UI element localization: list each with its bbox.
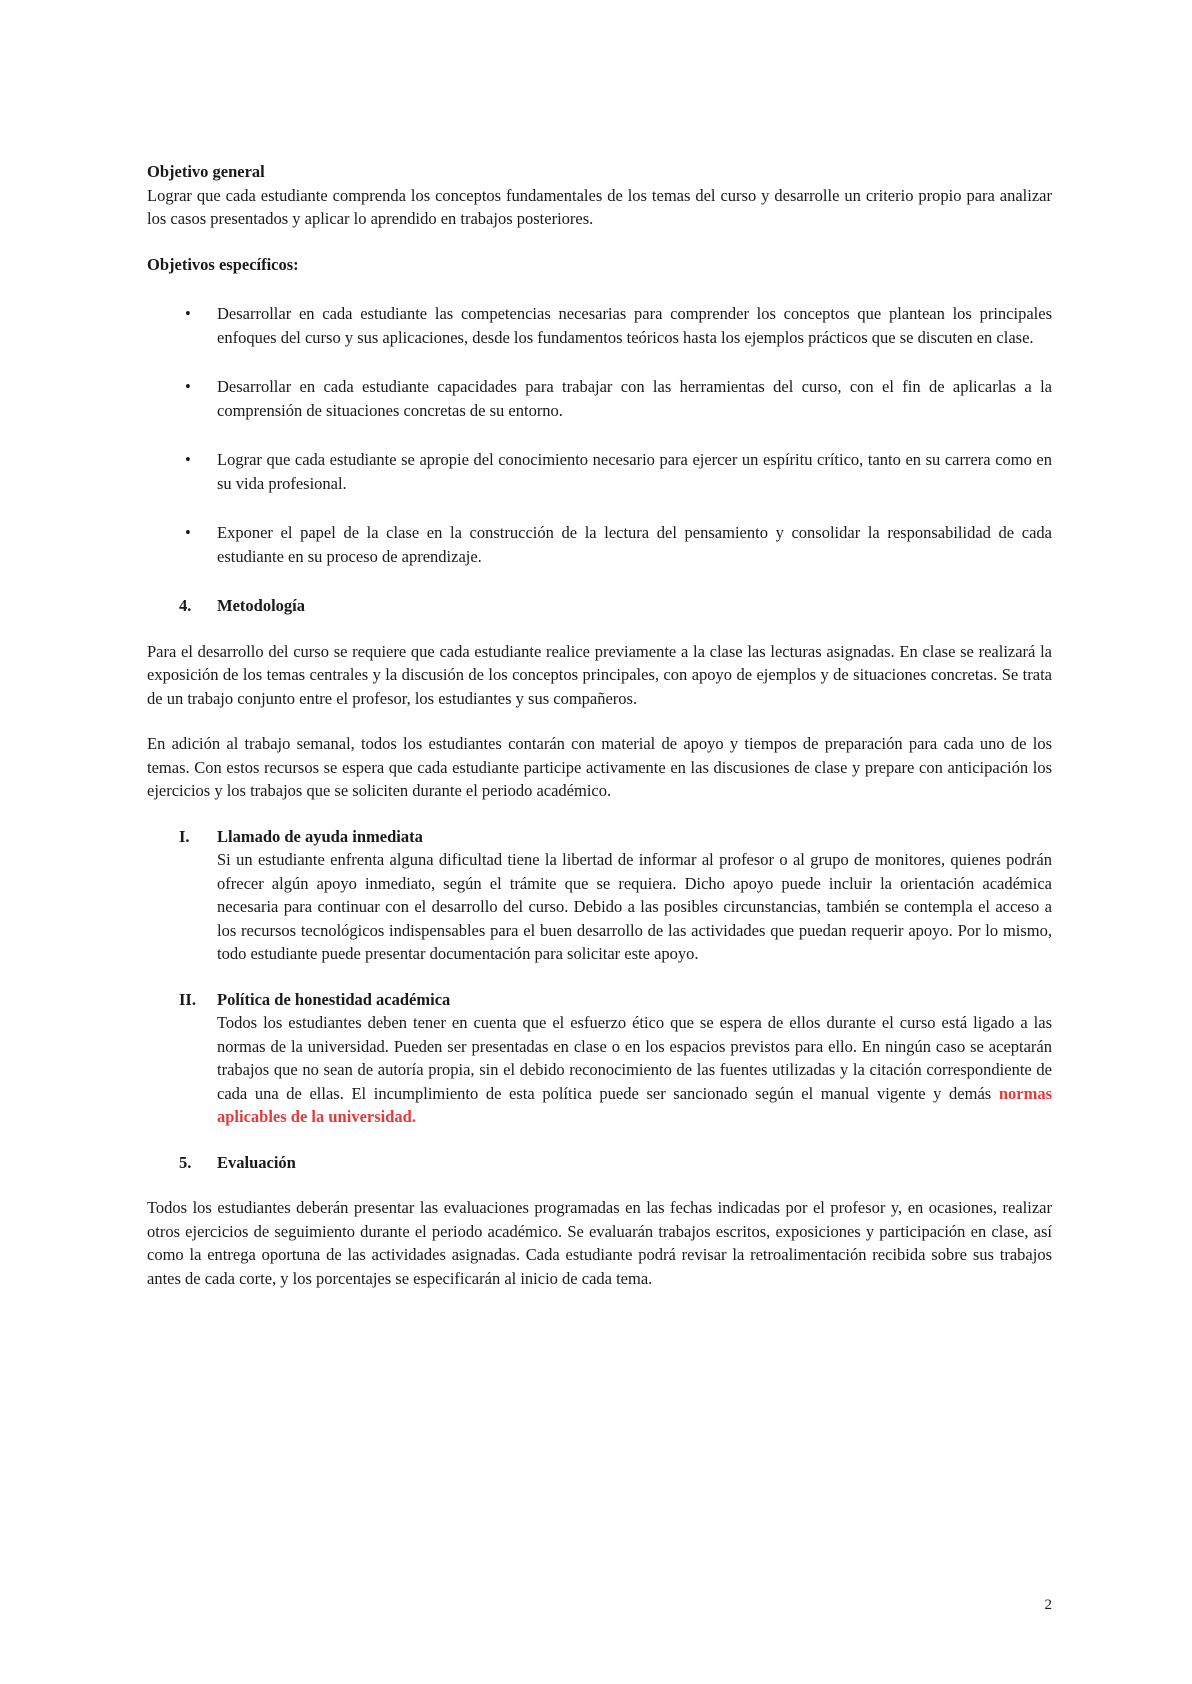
subsection-number: II.	[179, 989, 196, 1009]
list-item	[147, 521, 1052, 568]
objective-text: Exponer el papel de la clase en la construcción de la lectura del pensamiento y consolidar la responsabilidad de cada estudiante en su proceso de aprendizaje.	[217, 523, 1052, 566]
subsection-text: Si un estudiante enfrenta alguna dificultad tiene la libertad de informar al profesor o al grupo de monitores, quienes podrán ofrecer algún apoyo inmediato, según el trámite que se requiera. Dicho apoyo puede incluir la orientación académica necesaria para continuar con el desarrollo del curso. Debido a las posibles circunstancias, también se contempla el acceso a los recursos tecnológicos indispensables para el buen desarrollo de las actividades que puedan requerir apoyo. Por lo mismo, todo estudiante puede presentar documentación para solicitar este apoyo.	[217, 850, 1052, 963]
list-item	[147, 375, 1052, 422]
section-number: 4.	[179, 596, 192, 615]
general-objective-text: Lograr que cada estudiante comprenda los conceptos fundamentales de los temas del curso y desarrolle un criterio propio para analizar los casos presentados y aplicar lo aprendido en trabajos posteriores.	[147, 185, 1052, 228]
subsection-title: Política de honestidad académica	[217, 989, 451, 1009]
subsection-text: Todos los estudiantes deben tener en cuenta que el esfuerzo ético que se espera de ellos durante el curso está ligado a las normas de la universidad. Pueden ser presentadas en clase o en los espacios previstos para ello. En ningún caso se aceptarán trabajos que no sean de autoría propia, sin el debido reconocimiento de las fuentes utilizadas y la citación correspondiente de cada una de ellas. El incumplimiento de esta política puede ser sancionado según el manual vigente y demás	[217, 1013, 1052, 1103]
subsection-title: Llamado de ayuda inmediata	[217, 826, 423, 846]
page-number: 2	[1044, 1597, 1052, 1613]
list-item	[147, 302, 1052, 349]
document-page	[147, 160, 1052, 1312]
highlighted-text: normas aplicables de la universidad.	[217, 1083, 1052, 1126]
objective-text: Desarrollar en cada estudiante capacidades para trabajar con las herramientas del curso, con el fin de aplicarlas a la comprensión de situaciones concretas de su entorno.	[217, 377, 1052, 420]
subsection-honesty-policy	[147, 988, 1052, 1129]
bullet-icon: •	[185, 377, 191, 396]
objective-text: Desarrollar en cada estudiante las competencias necesarias para comprender los conceptos que plantean los principales enfoques del curso y sus aplicaciones, desde los fundamentos teóricos hasta los ejemplos prácticos que se discuten en clase.	[217, 304, 1052, 347]
section-heading-evaluation	[147, 1151, 1052, 1175]
bullet-icon: •	[185, 523, 191, 542]
specific-objectives-heading: Objetivos específicos:	[147, 254, 299, 274]
objective-text: Lograr que cada estudiante se apropie del conocimiento necesario para ejercer un espíritu crítico, tanto en su carrera como en su vida profesional.	[217, 450, 1052, 493]
methodology-paragraph-1: Para el desarrollo del curso se requiere que cada estudiante realice previamente a la clase las lecturas asignadas. En clase se realizará la exposición de los temas centrales y la discusión de los conceptos principales, con apoyo de ejemplos y de situaciones concretas. Se trata de un trabajo conjunto entre el profesor, los estudiantes y sus compañeros.	[147, 641, 1052, 708]
subsection-number: I.	[179, 826, 190, 846]
general-objective-heading: Objetivo general	[147, 162, 265, 181]
list-item	[147, 448, 1052, 495]
bullet-icon: •	[185, 450, 191, 469]
subsection-text-block	[217, 1011, 1052, 1129]
specific-objectives-list	[147, 302, 1052, 568]
section-heading-methodology	[147, 594, 1052, 618]
evaluation-paragraph: Todos los estudiantes deberán presentar las evaluaciones programadas en las fechas indicadas por el profesor y, en ocasiones, realizar otros ejercicios de seguimiento durante el periodo académico. Se evaluarán trabajos escritos, exposiciones y participación en clase, así como la entrega oportuna de las actividades asignadas. Cada estudiante podrá revisar la retroalimentación recibida sobre sus trabajos antes de cada corte, y los porcentajes se especificarán al inicio de cada tema.	[147, 1198, 1052, 1288]
general-objective	[147, 160, 1052, 231]
bullet-icon: •	[185, 304, 191, 323]
subsection-immediate-help	[147, 825, 1052, 966]
section-number: 5.	[179, 1152, 192, 1172]
section-title: Evaluación	[217, 1152, 296, 1172]
methodology-paragraph-2: En adición al trabajo semanal, todos los estudiantes contarán con material de apoyo y tiempos de preparación para cada uno de los temas. Con estos recursos se espera que cada estudiante participe activamente en las discusiones de clase y prepare con anticipación los ejercicios y los trabajos que se soliciten durante el periodo académico.	[147, 734, 1052, 800]
section-title: Metodología	[217, 596, 305, 615]
